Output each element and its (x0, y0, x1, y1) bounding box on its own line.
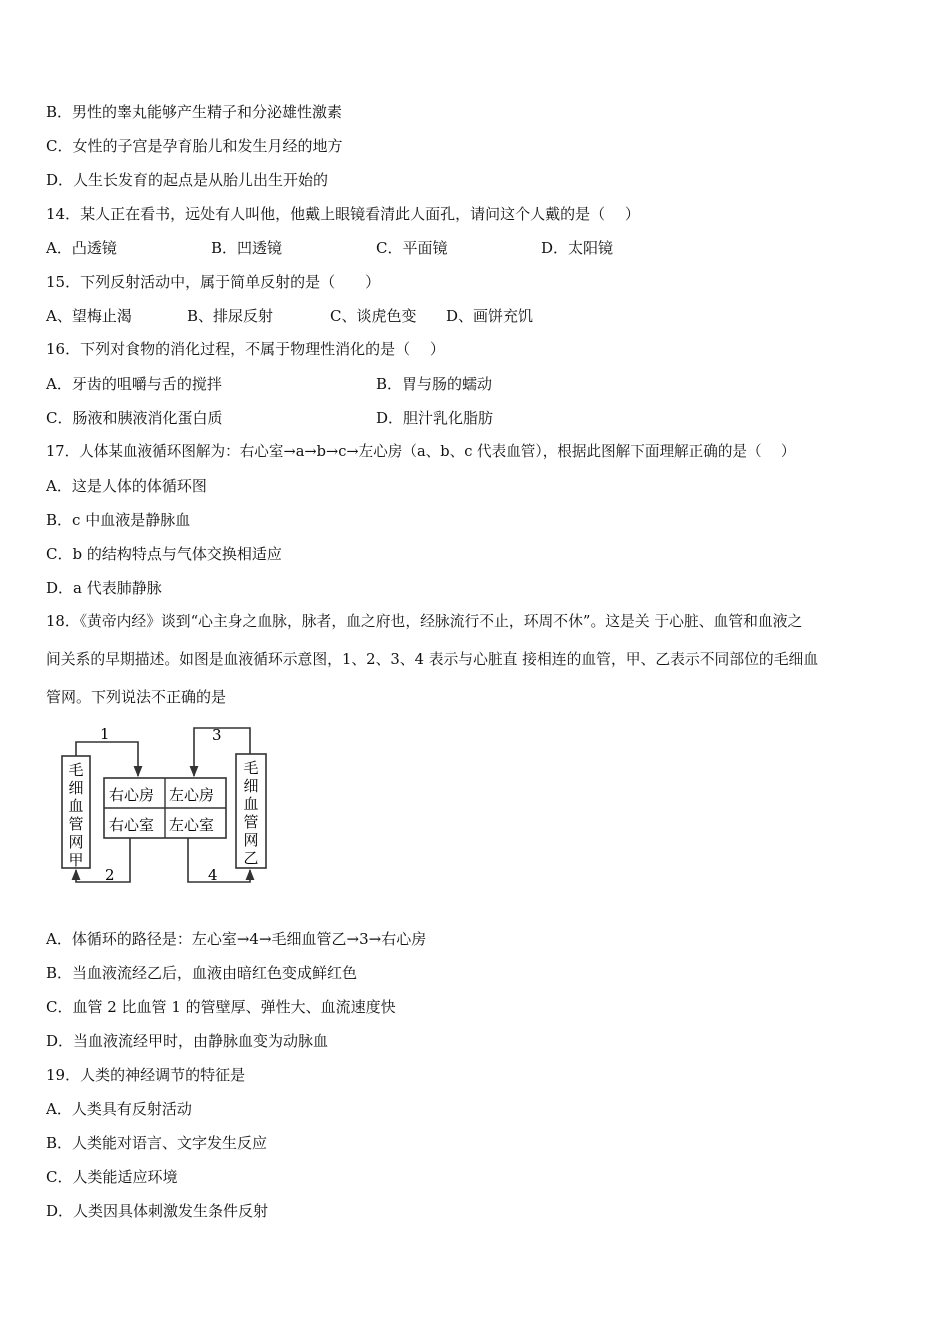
label-vessel-4: 4 (208, 866, 218, 884)
svg-text:毛: 毛 (243, 759, 259, 777)
capillary-net-jia-label (68, 761, 83, 869)
q13-option-b: B．男性的睾丸能够产生精子和分泌雄性激素 (46, 103, 343, 121)
svg-text:细: 细 (68, 779, 84, 797)
q16-option-a: A．牙齿的咀嚼与舌的搅拌 (46, 375, 222, 393)
q18-option-b: B．当血液流经乙后，血液由暗红色变成鲜红色 (46, 964, 358, 982)
label-vessel-2: 2 (105, 866, 115, 884)
q13-option-d: D．人生长发育的起点是从胎儿出生开始的 (46, 171, 329, 189)
right-atrium-label: 右心房 (109, 786, 155, 804)
q17-stem: 17．人体某血液循环图解为：右心室→a→b→c→左心房（a、b、c 代表血管），根据此图解下面理解正确的是（ ） (46, 443, 796, 460)
q18-option-c: C．血管 2 比血管 1 的管壁厚、弹性大、血流速度快 (46, 998, 396, 1016)
q15-stem: 15．下列反射活动中，属于简单反射的是（ ） (46, 273, 381, 291)
q15-option-b: B、排尿反射 (187, 307, 274, 325)
q16-option-b: B．胃与肠的蠕动 (376, 375, 493, 393)
capillary-net-yi-label (243, 759, 258, 867)
svg-text:管: 管 (243, 813, 259, 831)
svg-text:网: 网 (243, 831, 259, 849)
q18-option-d: D．当血液流经甲时，由静脉血变为动脉血 (46, 1032, 329, 1050)
svg-text:血: 血 (243, 795, 259, 813)
q19-option-a: A．人类具有反射活动 (46, 1100, 192, 1118)
svg-text:细: 细 (243, 777, 259, 795)
svg-text:甲: 甲 (68, 851, 84, 869)
q14-stem: 14．某人正在看书，远处有人叫他，他戴上眼镜看清此人面孔，请问这个人戴的是（ ） (46, 205, 640, 223)
q14-option-b: B．凹透镜 (211, 239, 283, 257)
vessel-4 (188, 838, 250, 882)
svg-text:毛: 毛 (68, 761, 84, 779)
q17-option-d: D．a 代表肺静脉 (46, 579, 162, 597)
label-vessel-3: 3 (212, 726, 222, 744)
right-ventricle-label: 右心室 (109, 816, 155, 834)
q15-option-d: D、画饼充饥 (446, 307, 534, 325)
left-atrium-label: 左心房 (169, 786, 215, 804)
vessel-3 (194, 728, 250, 776)
q19-option-b: B．人类能对语言、文字发生反应 (46, 1134, 268, 1152)
svg-text:网: 网 (68, 833, 84, 851)
q18-stem-line2: 间关系的早期描述。如图是血液循环示意图，1、2、3、4 表示与心脏直 接相连的血管，甲、乙表示不同部位的毛细血 (46, 651, 819, 668)
q18-option-a: A．体循环的路径是：左心室→4→毛细血管乙→3→右心房 (46, 930, 427, 948)
q15-option-c: C、谈虎色变 (330, 307, 417, 325)
q19-stem: 19．人类的神经调节的特征是 (46, 1066, 246, 1084)
q15-option-a: A、望梅止渴 (46, 307, 132, 325)
vessel-2 (76, 838, 130, 882)
label-vessel-1: 1 (100, 725, 110, 743)
q16-stem: 16．下列对食物的消化过程，不属于物理性消化的是（ ） (46, 340, 445, 358)
svg-text:管: 管 (68, 815, 84, 833)
q16-option-d: D．胆汁乳化脂肪 (376, 409, 494, 427)
q19-option-c: C．人类能适应环境 (46, 1168, 178, 1186)
q19-option-d: D．人类因具体刺激发生条件反射 (46, 1202, 269, 1220)
q16-option-c: C．肠液和胰液消化蛋白质 (46, 409, 223, 427)
q17-option-a: A．这是人体的体循环图 (46, 477, 207, 495)
q13-option-c: C．女性的子宫是孕育胎儿和发生月经的地方 (46, 137, 343, 155)
q18-stem-line1: 18．《黄帝内经》谈到“心主身之血脉，脉者，血之府也，经脉流行不止，环周不休”。这是关 于心脏、血管和血液之 (46, 613, 803, 630)
q14-option-d: D．太阳镜 (541, 239, 614, 257)
blood-circulation-diagram (50, 720, 280, 900)
q14-option-c: C．平面镜 (376, 239, 448, 257)
vessel-1 (76, 742, 138, 776)
q17-option-c: C．b 的结构特点与气体交换相适应 (46, 545, 282, 563)
svg-text:乙: 乙 (243, 849, 259, 867)
left-ventricle-label: 左心室 (169, 816, 215, 834)
q18-stem-line3: 管网。下列说法不正确的是 (46, 688, 227, 706)
q14-option-a: A．凸透镜 (46, 239, 117, 257)
q17-option-b: B．c 中血液是静脉血 (46, 511, 191, 529)
svg-text:血: 血 (68, 797, 84, 815)
